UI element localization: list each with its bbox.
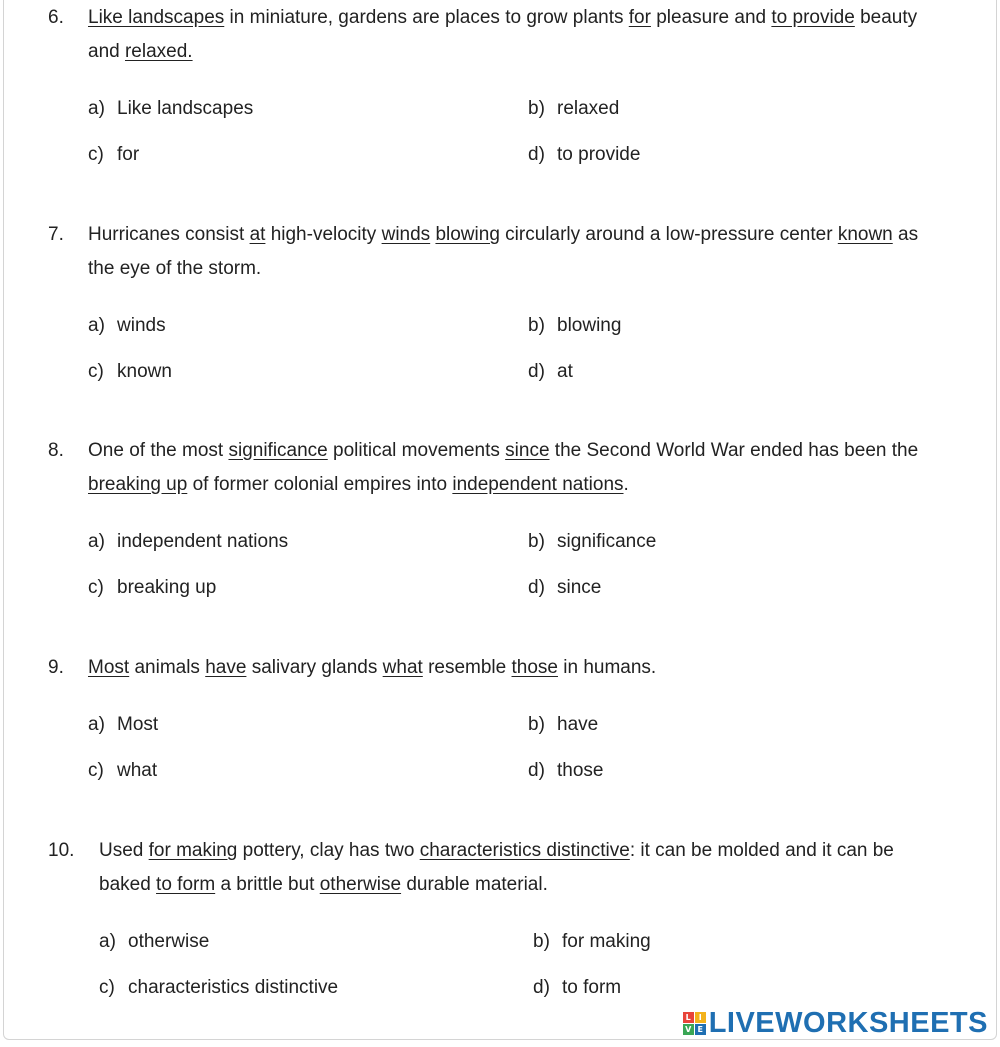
- option-letter: a): [88, 98, 105, 119]
- underlined-phrase: Like landscapes: [88, 7, 225, 28]
- option-label: independent nations: [117, 531, 289, 552]
- option-label: otherwise: [128, 931, 210, 952]
- option-label: Most: [117, 714, 159, 735]
- question-sentence: [88, 1, 945, 69]
- option-letter: b): [533, 931, 550, 952]
- answer-option-b[interactable]: [528, 713, 598, 737]
- sentence-text: of former colonial empires into: [187, 474, 453, 495]
- question-number: 6.: [48, 7, 64, 28]
- answer-option-b[interactable]: [528, 530, 656, 554]
- sentence-text: beauty and: [88, 7, 918, 62]
- option-label: Like landscapes: [117, 98, 254, 119]
- underlined-phrase: to provide: [771, 7, 855, 28]
- option-label: those: [557, 760, 604, 781]
- underlined-phrase: significance: [228, 440, 328, 461]
- option-letter: b): [528, 714, 545, 735]
- answer-option-c[interactable]: [88, 360, 172, 384]
- option-label: to provide: [557, 144, 641, 165]
- answer-option-c[interactable]: [88, 143, 139, 167]
- option-label: significance: [557, 531, 657, 552]
- question-sentence: [88, 218, 945, 286]
- sentence-text: a brittle but: [215, 874, 320, 895]
- logo-text: LIVEWORKSHEETS: [708, 1006, 988, 1039]
- option-label: winds: [117, 315, 166, 336]
- option-letter: d): [528, 361, 545, 382]
- option-label: breaking up: [117, 577, 217, 598]
- underlined-phrase: Most: [88, 657, 130, 678]
- option-letter: b): [528, 531, 545, 552]
- option-letter: c): [99, 977, 115, 998]
- answer-option-b[interactable]: [528, 97, 619, 121]
- sentence-text: .: [623, 474, 629, 495]
- option-letter: a): [88, 714, 105, 735]
- sentence-text: One of the most: [88, 440, 229, 461]
- underlined-phrase: winds: [381, 224, 431, 245]
- option-letter: a): [88, 531, 105, 552]
- option-letter: a): [88, 315, 105, 336]
- question-number: 7.: [48, 224, 64, 245]
- option-letter: d): [528, 144, 545, 165]
- answer-option-a[interactable]: [88, 530, 288, 554]
- answer-option-c[interactable]: [88, 759, 157, 783]
- option-label: for making: [562, 931, 651, 952]
- sentence-text: pleasure and: [650, 7, 772, 28]
- option-letter: b): [528, 315, 545, 336]
- option-letter: c): [88, 361, 104, 382]
- answer-option-a[interactable]: [88, 713, 158, 737]
- underlined-phrase: those: [511, 657, 558, 678]
- option-letter: d): [528, 760, 545, 781]
- option-label: known: [117, 361, 172, 382]
- option-label: blowing: [557, 315, 622, 336]
- option-label: relaxed: [557, 98, 620, 119]
- option-label: what: [117, 760, 158, 781]
- underlined-phrase: known: [837, 224, 893, 245]
- answer-option-a[interactable]: [88, 97, 253, 121]
- answer-option-d[interactable]: [528, 759, 603, 783]
- question-number: 9.: [48, 657, 64, 678]
- sentence-text: animals: [129, 657, 206, 678]
- sentence-text: high-velocity: [265, 224, 382, 245]
- option-label: have: [557, 714, 599, 735]
- option-label: to form: [562, 977, 622, 998]
- sentence-text: durable material.: [401, 874, 548, 895]
- sentence-text: in miniature, gardens are places to grow plants: [224, 7, 629, 28]
- underlined-phrase: for making: [148, 840, 238, 861]
- option-letter: c): [88, 577, 104, 598]
- answer-option-a[interactable]: [88, 314, 166, 338]
- underlined-phrase: breaking up: [88, 474, 188, 495]
- option-letter: a): [99, 931, 116, 952]
- sentence-text: political movements: [327, 440, 506, 461]
- sentence-text: pottery, clay has two: [237, 840, 420, 861]
- answer-option-c[interactable]: [99, 976, 338, 1000]
- answer-option-d[interactable]: [528, 576, 601, 600]
- answer-option-a[interactable]: [99, 930, 209, 954]
- underlined-phrase: to form: [156, 874, 216, 895]
- underlined-phrase: independent nations: [452, 474, 624, 495]
- logo-mark-icon: L I V E: [683, 1012, 706, 1035]
- option-letter: d): [528, 577, 545, 598]
- underlined-phrase: characteristics distinctive: [419, 840, 630, 861]
- sentence-text: in humans.: [557, 657, 657, 678]
- answer-option-d[interactable]: [528, 360, 573, 384]
- answer-option-c[interactable]: [88, 576, 216, 600]
- sentence-text: Used: [99, 840, 149, 861]
- sentence-text: resemble: [422, 657, 512, 678]
- underlined-phrase: for: [628, 7, 651, 28]
- answer-option-d[interactable]: [533, 976, 621, 1000]
- sentence-text: Hurricanes consist: [88, 224, 250, 245]
- sentence-text: as the eye of the storm.: [88, 224, 919, 279]
- question-number: 8.: [48, 440, 64, 461]
- option-label: since: [557, 577, 602, 598]
- question-number: 10.: [48, 840, 75, 861]
- underlined-phrase: at: [249, 224, 266, 245]
- option-letter: c): [88, 144, 104, 165]
- option-label: at: [557, 361, 573, 382]
- option-label: for: [117, 144, 140, 165]
- underlined-phrase: what: [382, 657, 423, 678]
- underlined-phrase: have: [205, 657, 247, 678]
- question-sentence: [88, 651, 945, 685]
- sentence-text: : it can be molded and it can be baked: [99, 840, 894, 895]
- underlined-phrase: relaxed.: [124, 41, 193, 62]
- underlined-phrase: blowing: [435, 224, 500, 245]
- question-sentence: [88, 434, 945, 502]
- answer-option-b[interactable]: [528, 314, 621, 338]
- answer-option-b[interactable]: [533, 930, 651, 954]
- question-sentence: [99, 834, 945, 902]
- option-letter: c): [88, 760, 104, 781]
- sentence-text: the Second World War ended has been the: [549, 440, 919, 461]
- option-letter: b): [528, 98, 545, 119]
- underlined-phrase: since: [505, 440, 550, 461]
- sentence-text: salivary glands: [246, 657, 383, 678]
- sentence-text: circularly around a low-pressure center: [499, 224, 838, 245]
- underlined-phrase: otherwise: [319, 874, 402, 895]
- answer-option-d[interactable]: [528, 143, 640, 167]
- option-letter: d): [533, 977, 550, 998]
- option-label: characteristics distinctive: [128, 977, 339, 998]
- liveworksheets-logo: [683, 1006, 988, 1040]
